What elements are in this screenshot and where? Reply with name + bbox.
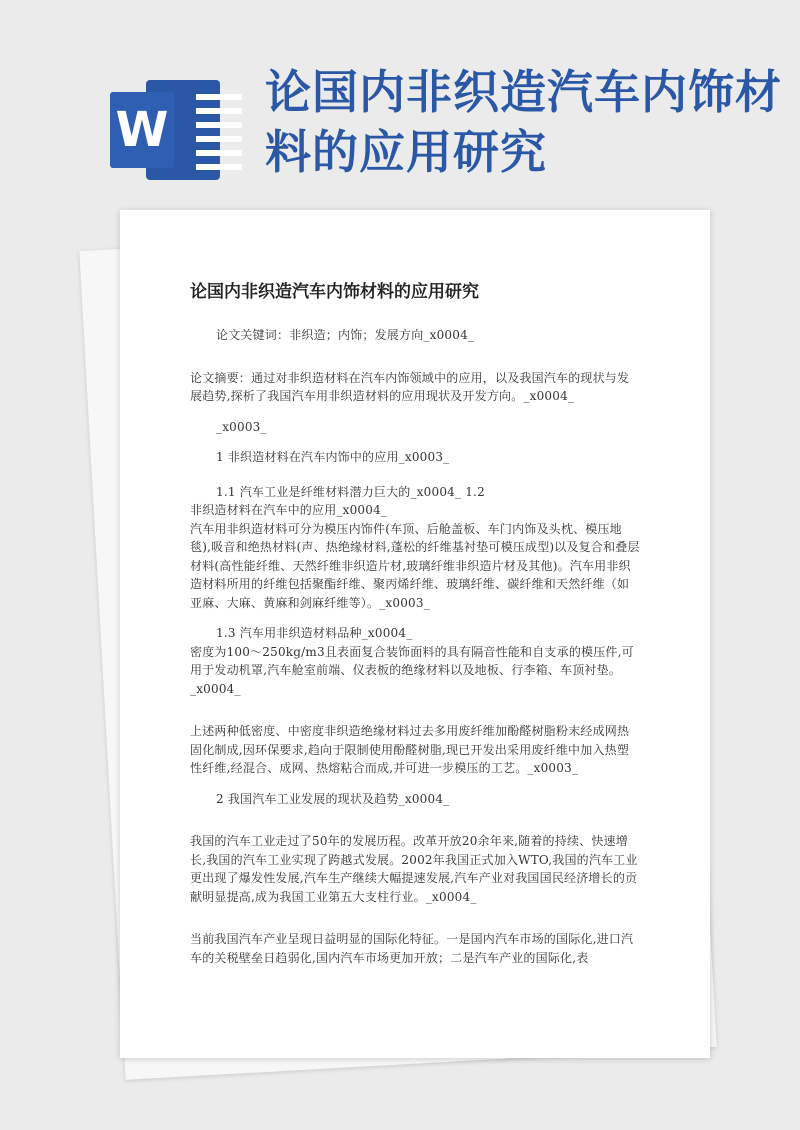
paragraph-materials: 汽车用非织造材料可分为模压内饰件(车顶、后舱盖板、车门内饰及头枕、模压地毯),吸音和绝热材料(声、热绝缘材料,蓬松的纤维基衬垫可模压成型)以及复合和叠层材料(高性能纤维、天然纤维非织造片材,玻璃纤维非织造片材及其他)。汽车用非织造材料所用的纤维包括聚酯纤维、聚丙烯纤维、玻璃纤维、碳纤维和天然纤维（如亚麻、大麻、黄麻和剑麻纤维等）。_x0003_	[190, 521, 640, 610]
document-content	[190, 280, 640, 967]
paragraph-internationalization: 当前我国汽车产业呈现日益明显的国际化特征。一是国内汽车市场的国际化,进口汽车的关税壁垒日趋弱化,国内汽车市场更加开放；二是汽车产业的国际化,表	[190, 932, 634, 965]
section-heading-2: 2 我国汽车工业发展的现状及趋势_x0004_	[216, 791, 450, 806]
header	[0, 0, 800, 200]
section-heading-1-3: 1.3 汽车用非织造材料品种_x0004_	[216, 626, 413, 640]
marker-text: _x0003_	[216, 419, 267, 434]
section-heading-1-1: 1.1 汽车工业是纤维材料潜力巨大的_x0004_ 1.2	[216, 484, 485, 499]
paragraph-insulation: 上述两种低密度、中密度非织造绝缘材料过去多用废纤维加酚醛树脂粉末经成网热固化制成,因环保要求,趋向于限制使用酚醛树脂,现已开发出采用废纤维中加入热塑性纤维,经混合、成网、热熔粘合而成,并可进一步模压的工艺。_x0003_	[190, 724, 630, 775]
document-title: 论国内非织造汽车内饰材料的应用研究	[190, 282, 479, 302]
section-heading-1-2: 非织造材料在汽车中的应用_x0004_	[190, 503, 388, 517]
abstract: 论文摘要：通过对非织造材料在汽车内饰领域中的应用，以及我国汽车的现状与发展趋势,探析了我国汽车用非织造材料的应用现状及开发方向。_x0004_	[190, 370, 630, 403]
page-title: 论国内非织造汽车内饰材料的应用研究	[265, 65, 782, 179]
paragraph-industry: 我国的汽车工业走过了50年的发展历程。改革开放20余年来,随着的持续、快速增长,我国的汽车工业实现了跨越式发展。2002年我国正式加入WTO,我国的汽车工业更出现了爆发性发展,汽车生产继续大幅提速发展,汽车产业对我国国民经济增长的贡献明显提高,成为我国工业第五大支柱行业。_x0004_	[190, 834, 638, 904]
word-document-icon	[110, 80, 220, 180]
paragraph-density: 密度为100～250kg/m3且表面复合装饰面料的具有隔音性能和自支承的模压件,可用于发动机罩,汽车舱室前端、仪表板的绝缘材料以及地板、行李箱、车顶衬垫。_x0004_	[190, 644, 634, 696]
document-page	[120, 210, 710, 1058]
section-heading-1: 1 非织造材料在汽车内饰中的应用_x0003_	[216, 450, 450, 464]
word-icon-letter: W	[110, 92, 174, 168]
keywords: 论文关键词：非织造；内饰；发展方向_x0004_	[216, 328, 475, 342]
